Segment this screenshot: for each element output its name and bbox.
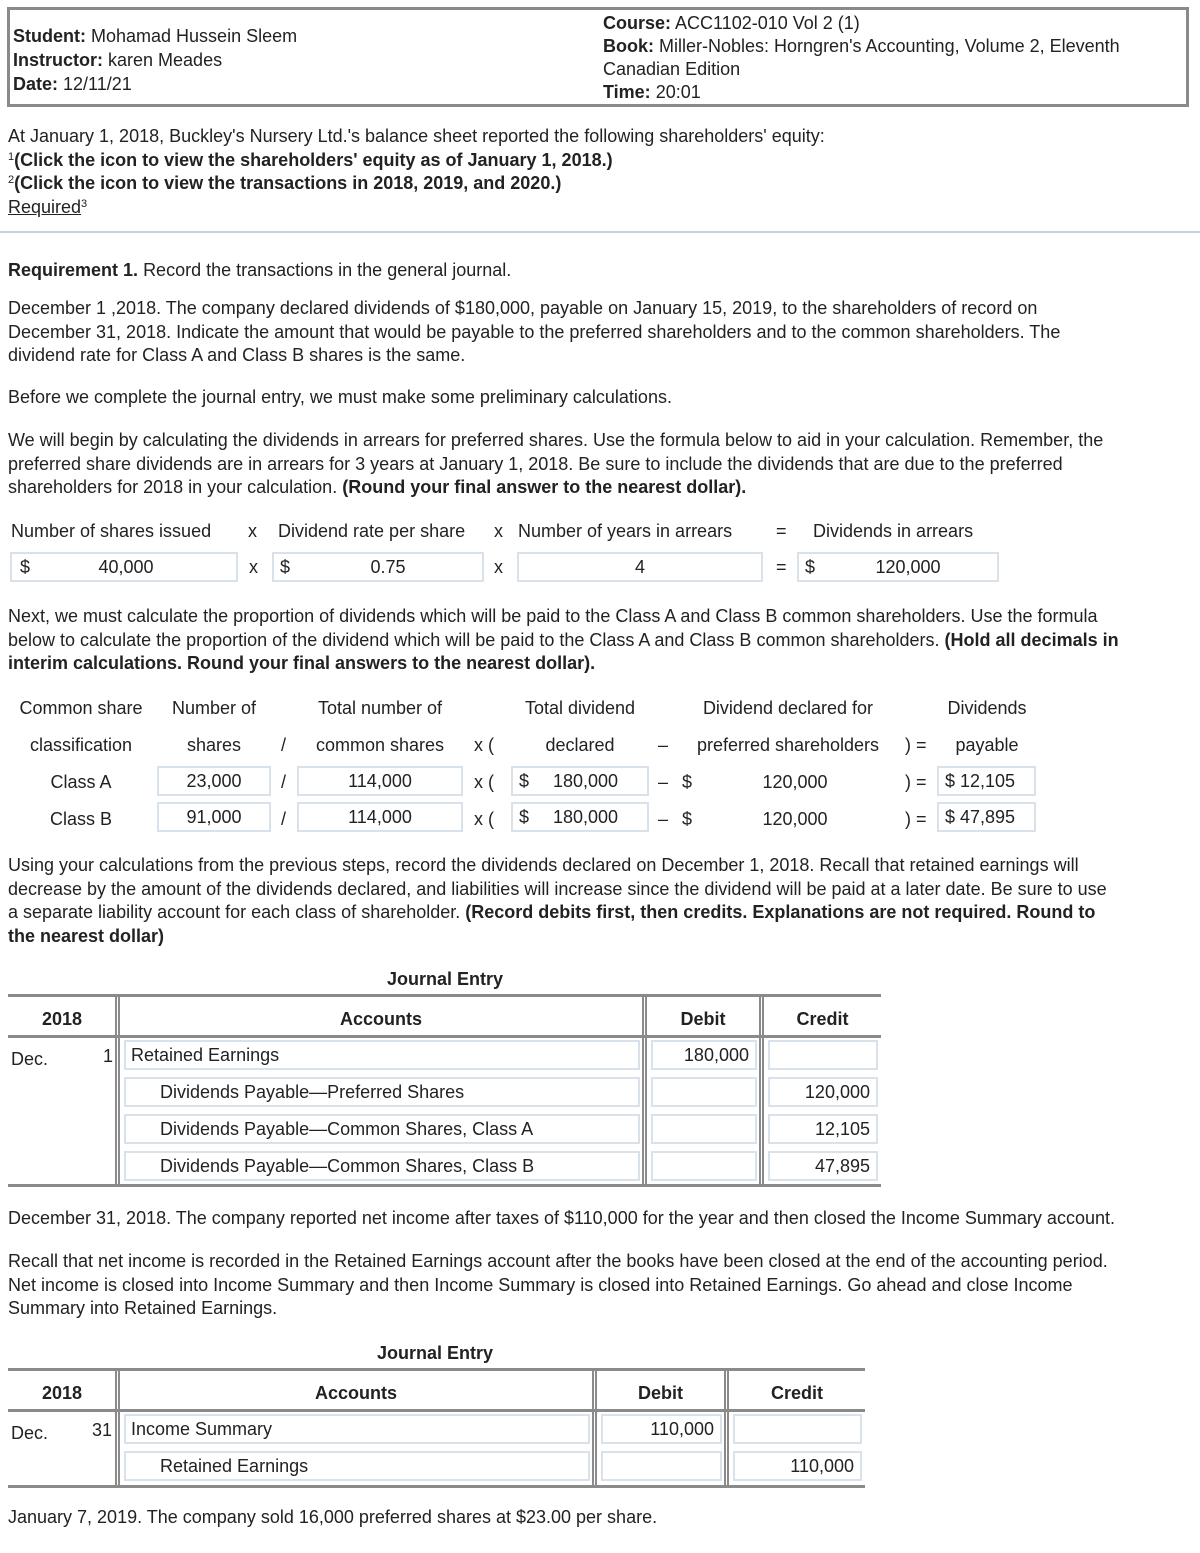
prop-h-class1: Common share: [19, 698, 143, 718]
instructor-name: karen Meades: [108, 50, 223, 70]
prop-h-class2: classification: [29, 735, 133, 755]
required-sup: 3: [81, 197, 88, 210]
header-box: [7, 7, 1189, 107]
class-a-pref-cur: $: [682, 772, 693, 792]
prop-h-declared2: declared: [545, 735, 615, 755]
book-label: Book:: [603, 36, 654, 56]
journal1-credit-1[interactable]: [768, 1040, 878, 1070]
journal1-account-4[interactable]: Dividends Payable—Common Shares, Class B: [124, 1151, 640, 1181]
prop-h-pref2: preferred shareholders: [696, 735, 880, 755]
class-a-x: x (: [474, 772, 494, 792]
header-right: [603, 12, 1120, 104]
class-b-declared-field[interactable]: $ 180,000: [511, 802, 649, 832]
journal1-debit-4[interactable]: [651, 1151, 757, 1181]
arrears-x2: x: [494, 557, 503, 577]
shareholders-equity-link[interactable]: $^1$(Click the icon to view the shareholders' equity as of January 1, 2018.): [8, 149, 613, 170]
class-b-shares-field[interactable]: 91,000: [157, 802, 271, 832]
journal1-h-accounts: Accounts: [339, 1009, 422, 1029]
prop-h-payable2: payable: [955, 735, 1019, 755]
journal1-debit-1[interactable]: 180,000: [651, 1040, 757, 1070]
journal1-credit-2[interactable]: 120,000: [768, 1077, 878, 1107]
dec1-paragraph: December 1 ,2018. The company declared dividends of $180,000, payable on January 15, 2019, to the shareholders of record on December 31, 2018. Indicate the amount that would be payable to the preferred shareholders and to the common shareholders. The dividend rate for Class A and Class B shares is the same.: [8, 298, 1061, 365]
book-value-line2: Canadian Edition: [603, 59, 741, 79]
class-b-payable-field[interactable]: $ 47,895: [937, 802, 1036, 832]
requirement-1: [8, 259, 511, 283]
journal2-account-1[interactable]: Income Summary: [124, 1414, 590, 1444]
journal2-top-rule: [8, 1368, 865, 1371]
prelim-paragraph: Before we complete the journal entry, we must make some preliminary calculations.: [8, 387, 672, 407]
arrears-x1: x: [249, 557, 258, 577]
date-value: 12/11/21: [63, 74, 132, 94]
journal2-title: Journal Entry: [376, 1343, 494, 1363]
class-a-minus: –: [658, 772, 669, 792]
intro: [8, 125, 825, 219]
journal1-credit-3[interactable]: 12,105: [768, 1114, 878, 1144]
instructor-label: Instructor:: [13, 50, 103, 70]
class-a-label: Class A: [50, 772, 112, 792]
journal1-title: Journal Entry: [386, 969, 504, 989]
arrears-h-years: Number of years in arrears: [518, 521, 733, 541]
journal1-account-1[interactable]: Retained Earnings: [124, 1040, 640, 1070]
intro-text: At January 1, 2018, Buckley's Nursery Ltd.'s balance sheet reported the following shareholders' equity:: [8, 126, 825, 146]
prop-h-declared1: Total dividend: [524, 698, 636, 718]
years-in-arrears-field[interactable]: 4: [517, 552, 763, 582]
prop-h-pref1: Dividend declared for: [702, 698, 874, 718]
student-name: Mohamad Hussein Sleem: [91, 26, 298, 46]
recall-paragraph: Recall that net income is recorded in the Retained Earnings account after the books have been closed at the end of the accounting period. Net income is closed into Income Summary and then Income Summary is closed into Retained Earnings. Go ahead and close Income Summary into Retained Earnings.: [8, 1251, 1108, 1318]
arrears-h-x1: x: [248, 521, 257, 541]
requirement-1-label: Requirement 1.: [8, 260, 139, 280]
dividends-in-arrears-field[interactable]: $ 120,000: [797, 552, 999, 582]
class-b-div: /: [281, 809, 287, 829]
journal2-month: Dec.: [11, 1423, 49, 1443]
journal2-account-2[interactable]: Retained Earnings: [124, 1451, 590, 1481]
class-a-total-field[interactable]: 114,000: [297, 766, 463, 796]
journal2-debit-2[interactable]: [601, 1451, 722, 1481]
journal1-h-debit: Debit: [680, 1009, 726, 1029]
journal1-debit-2[interactable]: [651, 1077, 757, 1107]
arrears-h-eq: =: [776, 521, 787, 541]
next-paragraph: Next, we must calculate the proportion of dividends which will be paid to the Class A and Class B common shareholders. Use the formula below to calculate the proportion of the dividend which will be paid to the Class A and Class B common shareholders. (Hold all decimals in interim calculations. Round your final answers to the nearest dollar).: [8, 606, 1119, 673]
course-value: ACC1102-010 Vol 2 (1): [675, 13, 860, 33]
arrears-h-shares: Number of shares issued: [11, 521, 212, 541]
class-a-pref: 120,000: [762, 772, 828, 792]
arrears-h-x2: x: [494, 521, 503, 541]
student-label: Student:: [13, 26, 86, 46]
journal1-account-2[interactable]: Dividends Payable—Preferred Shares: [124, 1077, 640, 1107]
arrears-paragraph: We will begin by calculating the dividends in arrears for preferred shares. Use the formula below to aid in your calculation. Remember, the preferred share dividends are in arrears for 3 years at January 1, 2018. Be sure to include the dividends that are due to the preferred shareholders for 2018 in your calculation. (Round your final answer to the nearest dollar).: [8, 430, 1104, 497]
journal1-month: Dec.: [11, 1049, 49, 1069]
requirement-1-text: Record the transactions in the general journal.: [143, 260, 512, 280]
dividend-rate-field[interactable]: $ 0.75: [272, 552, 484, 582]
journal1-account-3[interactable]: Dividends Payable—Common Shares, Class A: [124, 1114, 640, 1144]
prop-h-payable1: Dividends: [947, 698, 1027, 718]
journal1-h-credit: Credit: [796, 1009, 849, 1029]
class-a-payable-field[interactable]: $ 12,105: [937, 766, 1036, 796]
class-a-div: /: [281, 772, 287, 792]
class-a-shares-field[interactable]: 23,000: [157, 766, 271, 796]
prop-h-total1: Total number of: [317, 698, 443, 718]
class-a-close: ) =: [905, 772, 927, 792]
class-b-x: x (: [474, 809, 494, 829]
journal1-day: 1: [103, 1046, 114, 1066]
course-label: Course:: [603, 13, 672, 33]
journal2-h-year: 2018: [41, 1383, 83, 1403]
section-divider: [0, 231, 1200, 233]
using-paragraph: Using your calculations from the previous steps, record the dividends declared on December 1, 2018. Recall that retained earnings will decrease by the amount of the dividends declared, and liabilities will increase since the dividend will be paid at a later date. Be sure to use a separate liability account for each class of shareholder. (Record debits first, then credits. Explanations are not required. Round to the nearest dollar): [8, 855, 1107, 946]
journal2-h-accounts: Accounts: [314, 1383, 397, 1403]
class-b-close: ) =: [905, 809, 927, 829]
prop-h-close: ) =: [905, 735, 927, 755]
journal2-h-debit: Debit: [638, 1383, 683, 1403]
prop-h-x: x (: [474, 735, 494, 755]
required-link[interactable]: Required: [8, 196, 82, 217]
dec31-paragraph: December 31, 2018. The company reported net income after taxes of $110,000 for the year and then closed the Income Summary account.: [8, 1208, 1115, 1228]
time-value: 20:01: [655, 82, 701, 102]
arrears-h-rate: Dividend rate per share: [278, 521, 466, 541]
shares-issued-field[interactable]: $ 40,000: [10, 552, 238, 582]
class-b-pref: 120,000: [762, 809, 828, 829]
prop-h-num2: shares: [186, 735, 242, 755]
arrears-eq: =: [776, 557, 787, 577]
journal2-h-credit: Credit: [770, 1383, 823, 1403]
book-value: Miller-Nobles: Horngren's Accounting, Volume 2, Eleventh: [659, 36, 1120, 56]
class-b-label: Class B: [49, 809, 112, 829]
arrears-h-result: Dividends in arrears: [813, 521, 974, 541]
journal2-header-rule: [8, 1409, 865, 1412]
journal1-h-year: 2018: [41, 1009, 83, 1029]
prop-h-minus: –: [658, 735, 669, 755]
journal1-credit-4[interactable]: 47,895: [768, 1151, 878, 1181]
prop-h-div: /: [281, 735, 287, 755]
class-b-pref-cur: $: [682, 809, 693, 829]
journal2-credit-2[interactable]: 110,000: [733, 1451, 862, 1481]
journal1-top-rule: [8, 994, 881, 997]
journal2-debit-1[interactable]: 110,000: [601, 1414, 722, 1444]
journal2-bottom-rule: [8, 1485, 865, 1488]
transactions-link[interactable]: $^2$(Click the icon to view the transactions in 2018, 2019, and 2020.): [8, 173, 562, 193]
journal1-bottom-rule: [8, 1184, 881, 1187]
class-a-declared-field[interactable]: $ 180,000: [511, 766, 649, 796]
header-left: [13, 24, 297, 96]
journal1-header-rule: [8, 1035, 881, 1038]
jan7-paragraph: January 7, 2019. The company sold 16,000 preferred shares at $23.00 per share.: [8, 1507, 658, 1527]
prop-h-num1: Number of: [171, 698, 257, 718]
prop-h-total2: common shares: [315, 735, 445, 755]
journal2-credit-1[interactable]: [733, 1414, 862, 1444]
journal2-day: 31: [92, 1420, 113, 1440]
time-label: Time:: [603, 82, 651, 102]
class-b-total-field[interactable]: 114,000: [297, 802, 463, 832]
journal1-debit-3[interactable]: [651, 1114, 757, 1144]
date-label: Date:: [13, 74, 59, 94]
class-b-minus: –: [658, 809, 669, 829]
